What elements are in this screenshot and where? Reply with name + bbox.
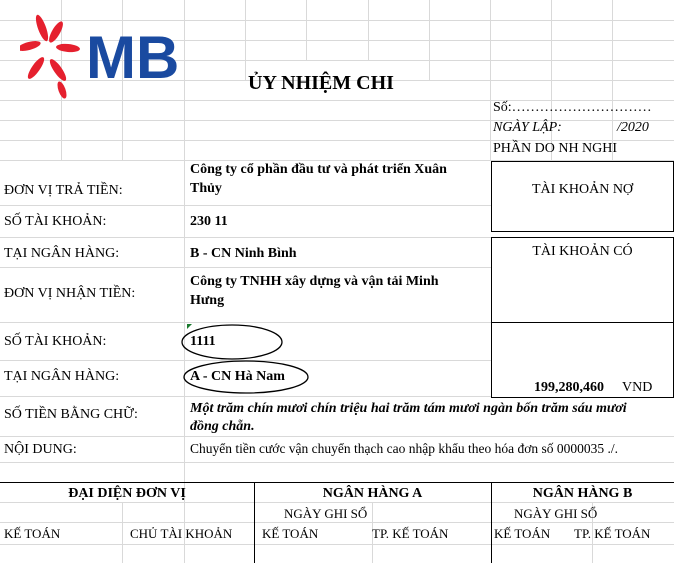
payee-account-label: SỐ TÀI KHOẢN: [4, 334, 107, 349]
payee-unit-value-line2: Hưng [190, 293, 225, 308]
mb-logo-text: MB [86, 24, 180, 91]
payer-account-label: SỐ TÀI KHOẢN: [4, 214, 107, 229]
amount-words-line2: đồng chẵn. [190, 419, 255, 434]
payer-bank-label: TẠI NGÂN HÀNG: [4, 246, 120, 261]
bank-a-title: NGÂN HÀNG A [322, 486, 423, 501]
payer-bank-value: B - CN Ninh Bình [190, 246, 297, 261]
account-owner: CHỦ TÀI KHOẢN [130, 526, 233, 541]
credit-account-box [491, 237, 674, 323]
signature-top-border [0, 482, 674, 483]
payee-account-value: 1111 [190, 334, 216, 349]
bank-b-accountant: KẾ TOÁN [494, 526, 551, 541]
payee-bank-value: A - CN Hà Nam [190, 369, 285, 384]
document-title: ỦY NHIỆM CHI [248, 72, 394, 94]
bank-b-chief-accountant: TP. KẾ TOÁN [574, 526, 651, 541]
amount-words-label: SỐ TIỀN BẰNG CHỮ: [4, 407, 138, 422]
payer-unit-value-line1: Công ty cổ phần đầu tư và phát triển Xuân [190, 162, 447, 177]
unit-accountant: KẾ TOÁN [4, 526, 61, 541]
content-value: Chuyển tiền cước vận chuyển thạch cao nhập khẩu theo hóa đơn số 0000035 ./. [190, 441, 618, 456]
account-ellipse [182, 325, 282, 359]
amount-box [491, 322, 674, 398]
mb-logo [20, 8, 190, 108]
payee-unit-value-line1: Công ty TNHH xây dựng và vận tải Minh [190, 274, 439, 289]
ngay-lap-year: /2020 [617, 120, 649, 135]
payer-unit-value-line2: Thủy [190, 181, 222, 196]
payer-account-value: 230 11 [190, 214, 228, 229]
debit-account-label: TÀI KHOẢN NỢ [531, 182, 634, 197]
bank-b-title: NGÂN HÀNG B [532, 486, 633, 501]
mb-star-icon [20, 8, 190, 103]
bank-b-record-date: NGÀY GHI SỔ [514, 506, 598, 521]
bank-a-record-date: NGÀY GHI SỔ [284, 506, 368, 521]
amount-currency: VND [622, 380, 653, 395]
amount-value: 199,280,460 [534, 380, 604, 395]
phan-do-label: PHẦN DO NH NGHI [493, 141, 618, 156]
debit-account-box [491, 161, 674, 232]
bank-ellipse [184, 361, 308, 393]
payer-unit-label: ĐƠN VỊ TRẢ TIỀN: [4, 183, 123, 198]
annotation-ellipses [180, 320, 315, 400]
bank-a-accountant: KẾ TOÁN [262, 526, 319, 541]
so-field: Số:………………………… [493, 100, 652, 115]
credit-account-label: TÀI KHOẢN CÓ [532, 244, 633, 259]
payee-unit-label: ĐƠN VỊ NHẬN TIỀN: [4, 286, 136, 301]
bank-a-chief-accountant: TP. KẾ TOÁN [372, 526, 449, 541]
ngay-lap-label: NGÀY LẬP: [493, 120, 562, 135]
content-label: NỘI DUNG: [4, 442, 77, 457]
cell-comment-marker [187, 324, 192, 329]
unit-rep-title: ĐẠI DIỆN ĐƠN VỊ [68, 486, 186, 501]
payee-bank-label: TẠI NGÂN HÀNG: [4, 369, 120, 384]
amount-words-line1: Một trăm chín mươi chín triệu hai trăm tám mươi ngàn bốn trăm sáu mươi [190, 401, 627, 416]
